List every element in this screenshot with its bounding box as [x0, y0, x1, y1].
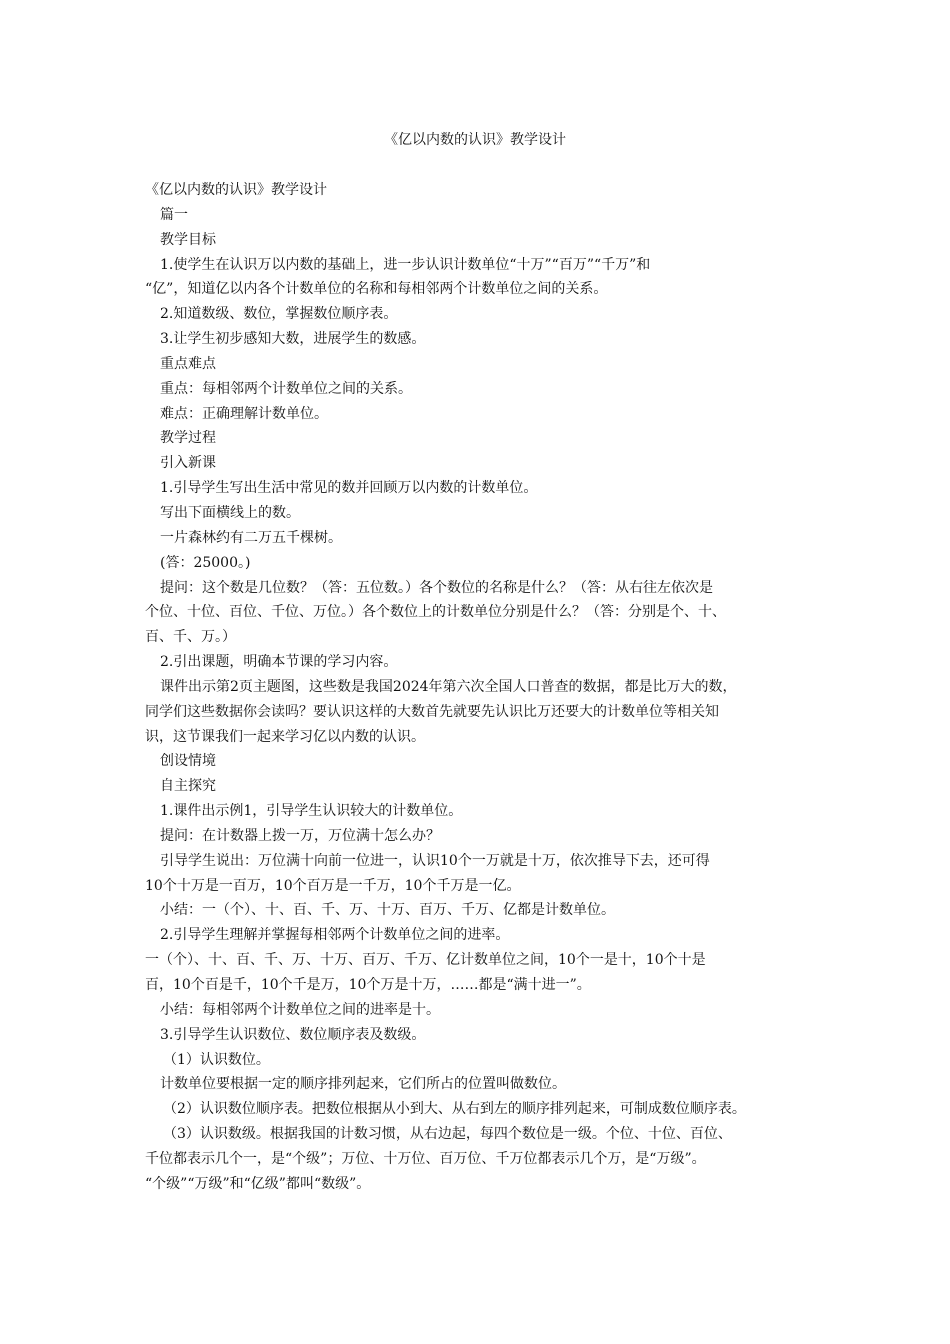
paragraph-line: 提问：在计数器上拨一万，万位满十怎么办？ — [160, 827, 440, 844]
paragraph-line: 写出下面横线上的数。 — [160, 504, 300, 521]
section-heading: 教学过程 — [160, 430, 216, 447]
paragraph-line: 百、千、万。） — [145, 629, 236, 646]
document-title: 《亿以内数的认识》教学设计 — [384, 132, 566, 148]
paragraph-line: 难点：正确理解计数单位。 — [160, 405, 328, 422]
paragraph-line: 小结：每相邻两个计数单位之间的进率是十。 — [160, 1001, 440, 1018]
paragraph-line: 1.使学生在认识万以内数的基础上，进一步认识计数单位“十万”“百万”“千万”和 — [160, 256, 651, 273]
paragraph-line: 1.课件出示例1，引导学生认识较大的计数单位。 — [160, 803, 463, 820]
paragraph-line: 提问：这个数是几位数？（答：五位数。）各个数位的名称是什么？（答：从右往左依次是 — [160, 579, 713, 596]
paragraph-line: “亿”，知道亿以内各个计数单位的名称和每相邻两个计数单位之间的关系。 — [145, 281, 608, 298]
paragraph-line: （1）认识数位。 — [163, 1051, 270, 1068]
paragraph-line: 3.引导学生认识数位、数位顺序表及数级。 — [160, 1026, 426, 1043]
paragraph-line: 课件出示第2页主题图，这些数是我国2024年第六次全国人口普查的数据，都是比万大的数， — [160, 678, 737, 695]
section-heading: 引入新课 — [160, 455, 216, 472]
paragraph-line: 识，这节课我们一起来学习亿以内数的认识。 — [145, 728, 425, 745]
paragraph-line: （3）认识数级。根据我国的计数习惯，从右边起，每四个数位是一级。个位、十位、百位、 — [163, 1126, 732, 1143]
paragraph-line: “个级”“万级”和“亿级”都叫“数级”。 — [145, 1175, 371, 1192]
paragraph-line: 计数单位要根据一定的顺序排列起来，它们所占的位置叫做数位。 — [160, 1076, 566, 1093]
paragraph-line: 小结：一（个）、十、百、千、万、十万、百万、千万、亿都是计数单位。 — [160, 902, 615, 919]
paragraph-line: 2.知道数级、数位，掌握数位顺序表。 — [160, 306, 398, 323]
paragraph-line: 千位都表示几个一，是“个级”；万位、十万位、百万位、千万位都表示几个万，是“万级”。 — [145, 1150, 706, 1167]
paragraph-line: 3.让学生初步感知大数，进展学生的数感。 — [160, 331, 426, 348]
paragraph-line: 一片森林约有二万五千棵树。 — [160, 529, 342, 546]
body-heading: 《亿以内数的认识》教学设计 — [145, 182, 327, 198]
paragraph-line: 重点：每相邻两个计数单位之间的关系。 — [160, 380, 412, 397]
section-heading: 自主探究 — [160, 778, 216, 795]
paragraph-line: 2.引出课题，明确本节课的学习内容。 — [160, 654, 398, 671]
paragraph-line: 2.引导学生理解并掌握每相邻两个计数单位之间的进率。 — [160, 927, 510, 944]
paragraph-line: (答：25000。) — [160, 554, 251, 571]
paragraph-line: 引导学生说出：万位满十向前一位进一，认识10个一万就是十万，依次推导下去，还可得 — [160, 852, 710, 869]
paragraph-line: （2）认识数位顺序表。把数位根据从小到大、从右到左的顺序排列起来，可制成数位顺序表。 — [163, 1101, 746, 1118]
paragraph-line: 个位、十位、百位、千位、万位。）各个数位上的计数单位分别是什么？（答：分别是个、十、 — [145, 604, 726, 621]
document-body — [145, 178, 825, 1197]
paragraph-line: 10个十万是一百万，10个百万是一千万，10个千万是一亿。 — [145, 877, 521, 894]
section-heading: 教学目标 — [160, 231, 216, 248]
section-heading: 重点难点 — [160, 355, 216, 372]
paragraph-line: 1.引导学生写出生活中常见的数并回顾万以内数的计数单位。 — [160, 480, 538, 497]
section-heading: 创设情境 — [160, 753, 216, 770]
paragraph-line: 同学们这些数据你会读吗？要认识这样的大数首先就要先认识比万还要大的计数单位等相关知 — [145, 703, 719, 720]
section-label: 篇一 — [160, 206, 188, 223]
paragraph-line: 百，10个百是千，10个千是万，10个万是十万，……都是“满十进一”。 — [145, 977, 591, 993]
paragraph-line: 一（个）、十、百、千、万、十万、百万、千万、亿计数单位之间，10个一是十，10个十是 — [145, 952, 706, 969]
